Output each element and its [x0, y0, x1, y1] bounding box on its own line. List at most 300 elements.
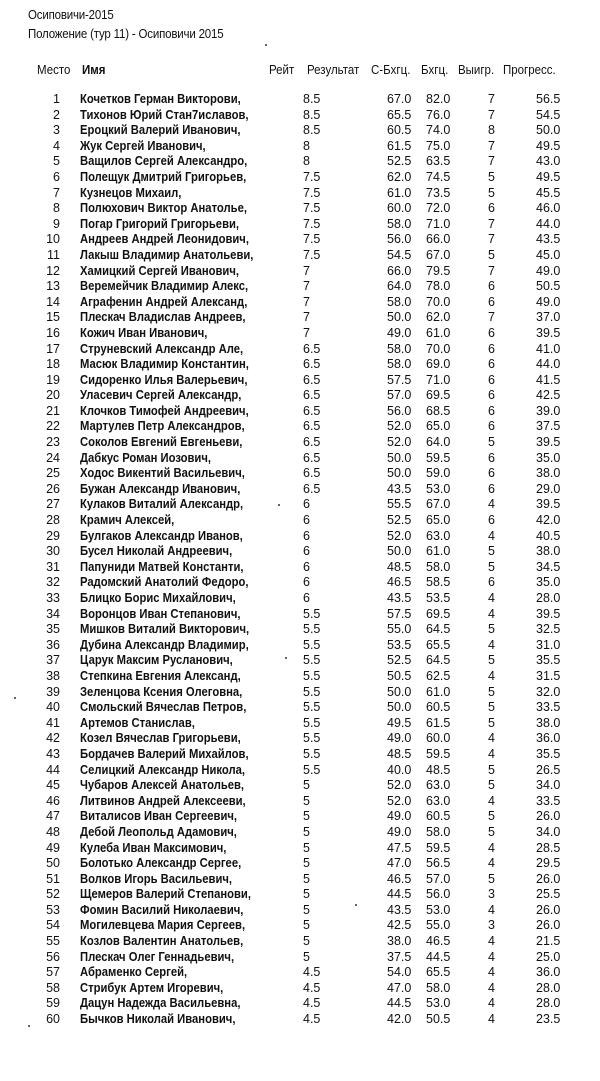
row-name: Жук Сергей Иванович, [80, 138, 206, 153]
row-place: 20 [46, 388, 60, 403]
table-row [0, 731, 600, 747]
row-sonneborn-berger: 43.5 [387, 902, 412, 917]
row-progress: 35.5 [536, 653, 561, 668]
row-buchholz: 57.0 [426, 871, 451, 886]
row-sonneborn-berger: 52.0 [387, 419, 412, 434]
row-wins: 4 [488, 996, 495, 1011]
table-row [0, 248, 600, 264]
header-name: Имя [82, 63, 106, 77]
table-row [0, 778, 600, 794]
row-buchholz: 60.5 [426, 809, 451, 824]
row-result: 5.5 [303, 762, 321, 777]
row-result: 5 [303, 871, 310, 886]
row-result: 5 [303, 918, 310, 933]
row-wins: 5 [488, 544, 495, 559]
row-name: Бордачев Валерий Михайлов, [80, 746, 249, 761]
row-place: 27 [46, 497, 60, 512]
row-result: 7 [303, 310, 310, 325]
row-result: 5.5 [303, 715, 321, 730]
row-wins: 6 [488, 294, 495, 309]
row-result: 4.5 [303, 965, 321, 980]
row-buchholz: 65.5 [426, 965, 451, 980]
row-progress: 39.5 [536, 606, 561, 621]
scan-speck [265, 44, 267, 46]
row-progress: 31.0 [536, 637, 561, 652]
row-result: 5 [303, 840, 310, 855]
row-sonneborn-berger: 52.0 [387, 793, 412, 808]
table-row [0, 482, 600, 498]
header-sb: С-Бхгц. [371, 63, 411, 77]
row-place: 56 [46, 949, 60, 964]
row-name: Радомский Анатолий Федоро, [80, 575, 249, 590]
row-sonneborn-berger: 58.0 [387, 294, 412, 309]
table-row [0, 310, 600, 326]
row-place: 55 [46, 934, 60, 949]
scan-speck [355, 904, 357, 906]
row-name: Тихонов Юрий Стан7иславов, [80, 107, 249, 122]
row-result: 7.5 [303, 185, 321, 200]
table-row [0, 700, 600, 716]
row-place: 59 [46, 996, 60, 1011]
row-name: Дебой Леопольд Адамович, [80, 824, 237, 839]
row-name: Аграфенин Андрей Александ, [80, 294, 248, 309]
row-place: 7 [53, 185, 60, 200]
row-sonneborn-berger: 49.0 [387, 731, 412, 746]
row-wins: 7 [488, 92, 495, 106]
row-result: 6 [303, 591, 310, 605]
table-row [0, 295, 600, 311]
row-name: Степкина Евгения Александ, [80, 668, 241, 683]
row-sonneborn-berger: 60.5 [387, 123, 412, 138]
table-row [0, 856, 600, 872]
row-name: Булгаков Александр Иванов, [80, 528, 243, 543]
row-result: 5 [303, 778, 310, 793]
row-name: Хамицкий Сергей Иванович, [80, 263, 240, 278]
row-name: Клочков Тимофей Андреевич, [80, 403, 249, 418]
row-sonneborn-berger: 52.5 [387, 513, 412, 528]
row-result: 6 [303, 528, 310, 543]
row-progress: 26.0 [536, 902, 561, 917]
row-place: 50 [46, 856, 60, 871]
row-result: 6.5 [303, 435, 321, 450]
header-rating: Рейт [269, 63, 295, 77]
table-row [0, 934, 600, 950]
row-wins: 6 [488, 466, 495, 481]
document-title: Осиповичи-2015 [28, 8, 114, 22]
row-wins: 5 [488, 435, 495, 450]
row-name: Виталисов Иван Сергеевич, [80, 809, 238, 824]
row-result: 8.5 [303, 92, 321, 106]
table-row [0, 404, 600, 420]
row-sonneborn-berger: 52.5 [387, 653, 412, 668]
row-progress: 28.0 [536, 980, 561, 995]
row-name: Папуниди Матвей Константи, [80, 559, 244, 574]
row-wins: 4 [488, 793, 495, 808]
row-wins: 4 [488, 934, 495, 949]
row-result: 7.5 [303, 216, 321, 231]
row-sonneborn-berger: 64.0 [387, 279, 412, 294]
row-wins: 7 [488, 138, 495, 153]
row-place: 5 [53, 154, 60, 169]
row-progress: 39.5 [536, 497, 561, 512]
table-row [0, 685, 600, 701]
table-row [0, 279, 600, 295]
row-result: 4.5 [303, 1012, 321, 1027]
row-result: 6.5 [303, 419, 321, 434]
row-buchholz: 67.0 [426, 247, 451, 262]
row-sonneborn-berger: 50.0 [387, 310, 412, 325]
row-sonneborn-berger: 54.0 [387, 965, 412, 980]
table-row [0, 887, 600, 903]
table-row [0, 809, 600, 825]
row-place: 23 [46, 435, 60, 450]
row-wins: 6 [488, 575, 495, 590]
row-progress: 33.5 [536, 793, 561, 808]
row-wins: 4 [488, 591, 495, 605]
row-sonneborn-berger: 47.0 [387, 856, 412, 871]
row-result: 6 [303, 544, 310, 559]
row-wins: 7 [488, 216, 495, 231]
row-name: Абраменко Сергей, [80, 965, 188, 980]
row-result: 6.5 [303, 481, 321, 496]
row-progress: 45.0 [536, 247, 561, 262]
row-sonneborn-berger: 61.0 [387, 185, 412, 200]
row-name: Волков Игорь Васильевич, [80, 871, 233, 886]
row-sonneborn-berger: 49.0 [387, 824, 412, 839]
row-buchholz: 63.5 [426, 154, 451, 169]
row-name: Могилевцева Мария Сергеев, [80, 918, 246, 933]
row-place: 29 [46, 528, 60, 543]
row-sonneborn-berger: 47.5 [387, 840, 412, 855]
row-wins: 4 [488, 528, 495, 543]
row-buchholz: 61.5 [426, 715, 451, 730]
table-row [0, 903, 600, 919]
row-wins: 8 [488, 123, 495, 138]
row-buchholz: 53.0 [426, 481, 451, 496]
row-result: 6 [303, 497, 310, 512]
row-sonneborn-berger: 57.0 [387, 388, 412, 403]
row-name: Веремейчик Владимир Алекс, [80, 279, 249, 294]
row-place: 44 [46, 762, 60, 777]
row-progress: 49.0 [536, 263, 561, 278]
row-place: 45 [46, 778, 60, 793]
row-progress: 34.0 [536, 778, 561, 793]
row-progress: 26.0 [536, 809, 561, 824]
row-buchholz: 65.5 [426, 637, 451, 652]
row-place: 60 [46, 1012, 60, 1027]
row-wins: 4 [488, 746, 495, 761]
row-buchholz: 60.5 [426, 700, 451, 715]
table-row [0, 186, 600, 202]
table-row [0, 529, 600, 545]
row-buchholz: 68.5 [426, 403, 451, 418]
row-name: Крамич Алексей, [80, 513, 175, 528]
row-buchholz: 63.0 [426, 793, 451, 808]
row-buchholz: 70.0 [426, 294, 451, 309]
scan-speck [14, 697, 16, 699]
row-wins: 7 [488, 310, 495, 325]
table-row [0, 996, 600, 1012]
row-wins: 6 [488, 419, 495, 434]
table-row [0, 497, 600, 513]
row-place: 49 [46, 840, 60, 855]
header-result: Результат [307, 63, 360, 77]
row-wins: 4 [488, 731, 495, 746]
row-name: Козел Вячеслав Григорьеви, [80, 731, 241, 746]
row-name: Мишков Виталий Викторович, [80, 622, 250, 637]
row-sonneborn-berger: 42.0 [387, 1012, 412, 1027]
row-result: 6.5 [303, 341, 321, 356]
row-buchholz: 74.0 [426, 123, 451, 138]
row-buchholz: 56.0 [426, 887, 451, 902]
row-place: 31 [46, 559, 60, 574]
row-result: 8 [303, 138, 310, 153]
row-progress: 37.0 [536, 310, 561, 325]
row-name: Андреев Андрей Леонидович, [80, 232, 249, 247]
row-place: 34 [46, 606, 60, 621]
row-name: Стрибук Артем Игоревич, [80, 980, 224, 995]
row-place: 4 [53, 138, 60, 153]
row-place: 39 [46, 684, 60, 699]
row-result: 5.5 [303, 731, 321, 746]
row-progress: 21.5 [536, 934, 561, 949]
row-place: 52 [46, 887, 60, 902]
row-progress: 34.5 [536, 559, 561, 574]
row-progress: 36.0 [536, 731, 561, 746]
table-row [0, 232, 600, 248]
row-place: 11 [47, 247, 60, 262]
row-buchholz: 58.0 [426, 824, 451, 839]
table-row [0, 841, 600, 857]
row-buchholz: 65.0 [426, 419, 451, 434]
table-row [0, 872, 600, 888]
row-sonneborn-berger: 58.0 [387, 357, 412, 372]
row-wins: 5 [488, 824, 495, 839]
table-row [0, 981, 600, 997]
row-buchholz: 79.5 [426, 263, 451, 278]
row-result: 5.5 [303, 606, 321, 621]
table-row [0, 575, 600, 591]
table-row [0, 435, 600, 451]
row-place: 40 [46, 700, 60, 715]
row-place: 46 [46, 793, 60, 808]
row-buchholz: 73.5 [426, 185, 451, 200]
row-result: 5 [303, 856, 310, 871]
row-name: Дубина Александр Владимир, [80, 637, 249, 652]
row-place: 19 [46, 372, 60, 387]
scan-speck [28, 1025, 30, 1027]
row-progress: 31.5 [536, 668, 561, 683]
table-row [0, 139, 600, 155]
row-sonneborn-berger: 47.0 [387, 980, 412, 995]
row-name: Кочетков Герман Викторови, [80, 92, 241, 106]
row-sonneborn-berger: 54.5 [387, 247, 412, 262]
row-wins: 4 [488, 902, 495, 917]
row-sonneborn-berger: 58.0 [387, 216, 412, 231]
row-progress: 28.5 [536, 840, 561, 855]
row-progress: 32.0 [536, 684, 561, 699]
table-row [0, 92, 600, 108]
row-result: 5 [303, 887, 310, 902]
row-name: Кузнецов Михаил, [80, 185, 182, 200]
row-wins: 5 [488, 715, 495, 730]
row-wins: 6 [488, 279, 495, 294]
row-name: Царук Максим Русланович, [80, 653, 233, 668]
row-name: Масюк Владимир Константин, [80, 357, 249, 372]
row-progress: 42.0 [536, 513, 561, 528]
row-result: 5.5 [303, 622, 321, 637]
table-row [0, 622, 600, 638]
row-progress: 26.0 [536, 918, 561, 933]
row-buchholz: 61.0 [426, 544, 451, 559]
row-buchholz: 59.5 [426, 450, 451, 465]
table-row [0, 342, 600, 358]
row-name: Литвинов Андрей Алексееви, [80, 793, 246, 808]
table-row [0, 154, 600, 170]
row-name: Фомин Василий Николаевич, [80, 902, 244, 917]
row-result: 6.5 [303, 357, 321, 372]
row-buchholz: 60.0 [426, 731, 451, 746]
row-place: 38 [46, 668, 60, 683]
row-wins: 5 [488, 700, 495, 715]
row-name: Уласевич Сергей Александр, [80, 388, 242, 403]
row-result: 7.5 [303, 201, 321, 216]
row-buchholz: 61.0 [426, 684, 451, 699]
table-row [0, 388, 600, 404]
row-wins: 7 [488, 107, 495, 122]
row-progress: 42.5 [536, 388, 561, 403]
row-wins: 5 [488, 778, 495, 793]
row-result: 4.5 [303, 980, 321, 995]
row-buchholz: 65.0 [426, 513, 451, 528]
row-name: Кожич Иван Иванович, [80, 325, 208, 340]
row-place: 13 [46, 279, 60, 294]
row-buchholz: 50.5 [426, 1012, 451, 1027]
row-sonneborn-berger: 46.5 [387, 575, 412, 590]
row-wins: 5 [488, 169, 495, 184]
row-wins: 7 [488, 232, 495, 247]
row-sonneborn-berger: 65.5 [387, 107, 412, 122]
row-buchholz: 44.5 [426, 949, 451, 964]
row-buchholz: 64.0 [426, 435, 451, 450]
row-name: Бусел Николай Андреевич, [80, 544, 233, 559]
row-sonneborn-berger: 50.0 [387, 544, 412, 559]
row-place: 15 [46, 310, 60, 325]
row-result: 5.5 [303, 653, 321, 668]
row-name: Сидоренко Илья Валерьевич, [80, 372, 248, 387]
row-place: 6 [53, 169, 60, 184]
table-row [0, 560, 600, 576]
row-progress: 32.5 [536, 622, 561, 637]
row-result: 7.5 [303, 232, 321, 247]
row-sonneborn-berger: 44.5 [387, 887, 412, 902]
row-sonneborn-berger: 49.0 [387, 325, 412, 340]
row-result: 5.5 [303, 746, 321, 761]
row-buchholz: 64.5 [426, 622, 451, 637]
row-sonneborn-berger: 42.5 [387, 918, 412, 933]
row-sonneborn-berger: 37.5 [387, 949, 412, 964]
row-result: 6 [303, 559, 310, 574]
row-wins: 6 [488, 341, 495, 356]
row-wins: 6 [488, 372, 495, 387]
row-buchholz: 53.5 [426, 591, 451, 605]
row-buchholz: 71.0 [426, 216, 451, 231]
row-place: 1 [53, 92, 60, 106]
row-wins: 7 [488, 154, 495, 169]
row-name: Бужан Александр Иванович, [80, 481, 241, 496]
row-sonneborn-berger: 43.5 [387, 591, 412, 605]
row-result: 6.5 [303, 466, 321, 481]
row-sonneborn-berger: 52.0 [387, 778, 412, 793]
row-result: 6.5 [303, 372, 321, 387]
row-result: 5 [303, 809, 310, 824]
row-name: Дацун Надежда Васильевна, [80, 996, 241, 1011]
table-row [0, 170, 600, 186]
row-sonneborn-berger: 52.0 [387, 435, 412, 450]
row-buchholz: 63.0 [426, 528, 451, 543]
row-sonneborn-berger: 55.5 [387, 497, 412, 512]
row-result: 5 [303, 824, 310, 839]
row-name: Дабкус Роман Иозович, [80, 450, 211, 465]
row-wins: 5 [488, 559, 495, 574]
row-progress: 49.0 [536, 294, 561, 309]
row-wins: 7 [488, 263, 495, 278]
row-sonneborn-berger: 50.5 [387, 668, 412, 683]
row-buchholz: 71.0 [426, 372, 451, 387]
row-progress: 38.0 [536, 715, 561, 730]
row-result: 5 [303, 934, 310, 949]
row-wins: 4 [488, 856, 495, 871]
row-buchholz: 61.0 [426, 325, 451, 340]
row-result: 7.5 [303, 247, 321, 262]
row-place: 42 [46, 731, 60, 746]
row-buchholz: 53.0 [426, 902, 451, 917]
row-progress: 33.5 [536, 700, 561, 715]
table-row [0, 1012, 600, 1028]
row-result: 5 [303, 949, 310, 964]
row-result: 8.5 [303, 107, 321, 122]
row-place: 35 [46, 622, 60, 637]
row-place: 30 [46, 544, 60, 559]
table-row [0, 794, 600, 810]
row-progress: 26.5 [536, 762, 561, 777]
row-buchholz: 58.0 [426, 559, 451, 574]
table-row [0, 326, 600, 342]
row-name: Болотько Александр Сергее, [80, 856, 242, 871]
row-progress: 56.5 [536, 92, 561, 106]
row-sonneborn-berger: 56.0 [387, 232, 412, 247]
row-wins: 5 [488, 185, 495, 200]
row-buchholz: 74.5 [426, 169, 451, 184]
row-wins: 5 [488, 684, 495, 699]
row-name: Кулеба Иван Максимович, [80, 840, 227, 855]
row-sonneborn-berger: 61.5 [387, 138, 412, 153]
row-sonneborn-berger: 38.0 [387, 934, 412, 949]
row-result: 7 [303, 279, 310, 294]
row-result: 4.5 [303, 996, 321, 1011]
row-result: 6.5 [303, 388, 321, 403]
row-wins: 5 [488, 871, 495, 886]
row-sonneborn-berger: 43.5 [387, 481, 412, 496]
row-buchholz: 59.0 [426, 466, 451, 481]
row-buchholz: 69.5 [426, 388, 451, 403]
row-result: 5 [303, 793, 310, 808]
row-sonneborn-berger: 66.0 [387, 263, 412, 278]
table-row [0, 264, 600, 280]
row-progress: 37.5 [536, 419, 561, 434]
row-buchholz: 78.0 [426, 279, 451, 294]
row-buchholz: 70.0 [426, 341, 451, 356]
